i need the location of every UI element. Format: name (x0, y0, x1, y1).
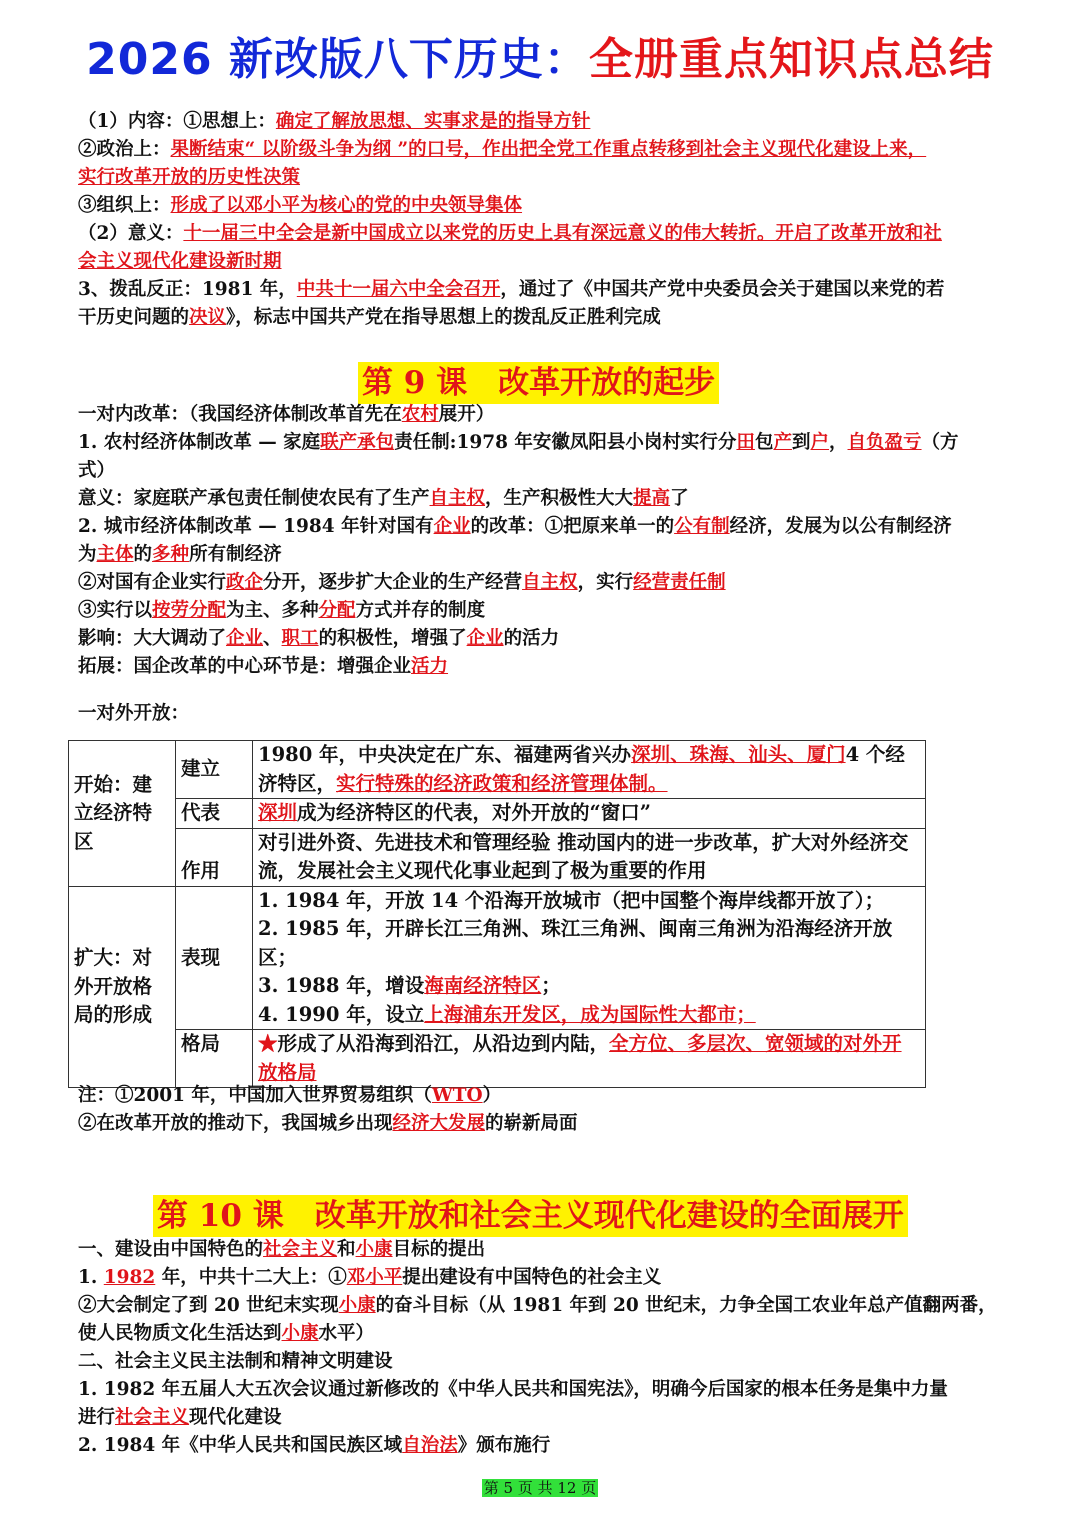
table-row (69, 828, 926, 886)
lesson-9-heading: 第 9 课 改革开放的起步 (358, 362, 719, 404)
text-line: 影响：大大调动了企业、职工的积极性，增强了企业的活力 (78, 628, 560, 649)
key-point: 确定了解放思想、实事求是的指导方针 (275, 111, 591, 132)
lesson-10-heading: 第 10 课 改革开放和社会主义现代化建设的全面展开 (153, 1195, 908, 1237)
row-key: 代表 (176, 799, 253, 829)
row-content: ★形成了从沿海到沿江，从沿边到内陆，全方位、多层次、宽领域的对外开放格局 (253, 1030, 926, 1088)
text-line: 一对内改革：（我国经济体制改革首先在农村展开） (78, 404, 495, 425)
text-line: （2）意义：十一届三中全会是新中国成立以来党的历史上具有深远意义的伟大转折。开启了改革开放和社 (78, 223, 942, 244)
text-line: 2. 城市经济体制改革 — 1984 年针对国有企业的改革：①把原来单一的公有制经济，发展为以公有制经济 (78, 516, 952, 537)
text-line (78, 248, 1008, 276)
row-content: 1980 年，中央决定在广东、福建两省兴办深圳、珠海、汕头、厦门4 个经济特区，实行特殊的经济政策和经济管理体制。 (253, 741, 926, 799)
text-line: 使人民物质文化生活达到小康水平） (78, 1323, 375, 1344)
text-line: ②对国有企业实行政企分开，逐步扩大企业的生产经营自主权，实行经营责任制 (78, 572, 726, 593)
group-label-expand: 扩大：对外开放格局的形成 (69, 886, 176, 1088)
opening-up-table (68, 740, 926, 1088)
text-line: （1）内容：①思想上：确定了解放思想、实事求是的指导方针 (78, 111, 591, 132)
key-point: 会主义现代化建设新时期 (78, 251, 282, 272)
row-content: 深圳成为经济特区的代表，对外开放的“窗口” (253, 799, 926, 829)
text-line: 为主体的多种所有制经济 (78, 544, 282, 565)
text-line: 注：①2001 年，中国加入世界贸易组织（WTO） (78, 1085, 502, 1106)
page-title (0, 30, 1080, 90)
section-domestic-reform (78, 401, 1008, 681)
page-number: 第 5 页 共 12 页 (483, 1479, 597, 1497)
text-line: 1. 农村经济体制改革 — 家庭联产承包责任制:1978 年安徽凤阳县小岗村实行分田包产到户，自负盈亏（方 (78, 432, 959, 453)
text-line: 一对外开放： (78, 703, 190, 724)
table-row (69, 886, 926, 1030)
section-lesson-10 (78, 1236, 1008, 1460)
group-label-start: 开始：建立经济特区 (69, 741, 176, 887)
row-key: 表现 (176, 886, 253, 1030)
text-line: 拓展：国企改革的中心环节是：增强企业活力 (78, 656, 449, 677)
section-opening-up-label (78, 700, 1008, 728)
text-line: 1. 1982 年五届人大五次会议通过新修改的《中华人民共和国宪法》，明确今后国家的根本任务是集中力量 (78, 1379, 948, 1400)
text-line: 干历史问题的决议》，标志中国共产党在指导思想上的拨乱反正胜利完成 (78, 307, 661, 328)
key-point: 决议 (189, 307, 227, 328)
title-part-blue: 2026 新改版八下历史： (86, 34, 589, 85)
row-key: 格局 (176, 1030, 253, 1088)
title-part-red: 全册重点知识点总结 (588, 34, 994, 85)
text-line: ②政治上：果断结束“ 以阶级斗争为纲 ”的口号，作出把全党工作重点转移到社会主义现代化建设上来， (78, 139, 927, 160)
key-point: 形成了以邓小平为核心的党的中央领导集体 (170, 195, 523, 216)
text-line: 二、社会主义民主法制和精神文明建设 (78, 1351, 393, 1372)
table-row (69, 799, 926, 829)
text-line: 一、建设由中国特色的社会主义和小康目标的提出 (78, 1239, 486, 1260)
section-third-plenum (78, 108, 1008, 332)
key-point: 中共十一届六中全会召开 (296, 279, 501, 300)
text-line: 3、拨乱反正：1981 年，中共十一届六中全会召开，通过了《中国共产党中央委员会关于建国以来党的若 (78, 279, 945, 300)
text-line: ②在改革开放的推动下，我国城乡出现经济大发展的崭新局面 (78, 1113, 578, 1134)
key-point: 十一届三中全会是新中国成立以来党的历史上具有深远意义的伟大转折。开启了改革开放和社 (183, 223, 942, 244)
text-line: 1. 1982 年，中共十二大上：①邓小平提出建设有中国特色的社会主义 (78, 1267, 662, 1288)
text-line (78, 164, 1008, 192)
star-icon: ★ (258, 1032, 278, 1055)
text-line: 2. 1984 年《中华人民共和国民族区域自治法》颁布施行 (78, 1435, 551, 1456)
table-row (69, 1030, 926, 1088)
key-point: 果断结束“ 以阶级斗争为纲 ”的口号，作出把全党工作重点转移到社会主义现代化建设上来， (170, 139, 927, 160)
text-line: ③实行以按劳分配为主、多种分配方式并存的制度 (78, 600, 486, 621)
text-line: 式） (78, 460, 116, 481)
row-key: 建立 (176, 741, 253, 799)
row-key: 作用 (176, 828, 253, 886)
row-content: 对引进外资、先进技术和管理经验 推动国内的进一步改革，扩大对外经济交流，发展社会主义现代化事业起到了极为重要的作用 (253, 828, 926, 886)
section-notes (78, 1082, 1008, 1138)
text-line: 意义：家庭联产承包责任制使农民有了生产自主权，生产积极性大大提高了 (78, 488, 689, 509)
page-number-footer (0, 1478, 1080, 1498)
row-content: 1. 1984 年，开放 14 个沿海开放城市（把中国整个海岸线都开放了）； 2. 1985 年，开辟长江三角洲、珠江三角洲、闽南三角洲为沿海经济开放区； 3. 1988 年，增设海南经济特区； 4. 1990 年，设立上海浦东开发区，成为国际性大都市； (253, 886, 926, 1030)
text-line: 进行社会主义现代化建设 (78, 1407, 282, 1428)
key-point: 实行改革开放的历史性决策 (78, 167, 301, 188)
text-line: ③组织上：形成了以邓小平为核心的党的中央领导集体 (78, 195, 523, 216)
text-line: ②大会制定了到 20 世纪末实现小康的奋斗目标（从 1981 年到 20 世纪末，力争全国工农业年总产值翻两番， (78, 1295, 997, 1316)
